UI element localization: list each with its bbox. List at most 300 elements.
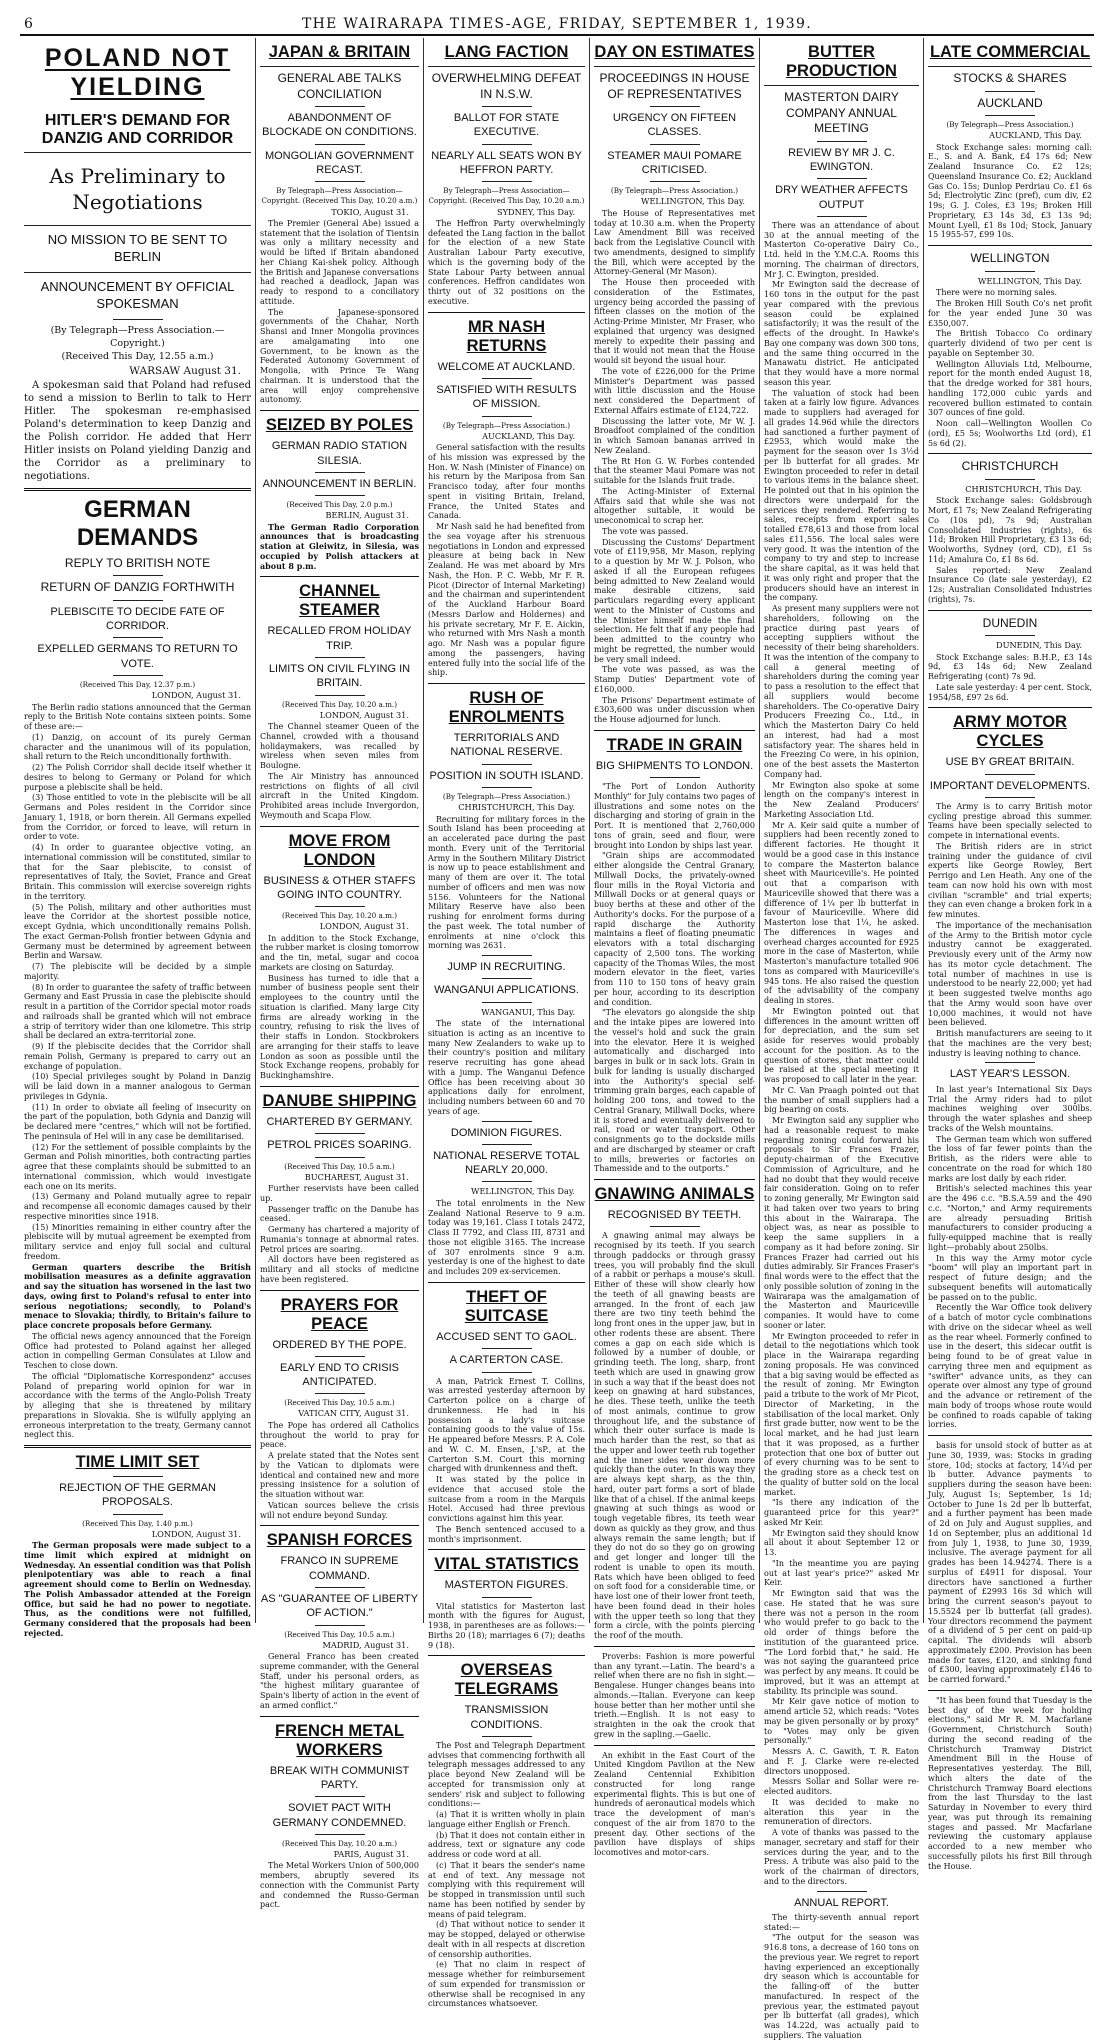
column-4	[590, 38, 760, 1858]
divider	[482, 1736, 532, 1737]
wire-credit: (Received This Day, 10.5 a.m.)	[284, 1629, 395, 1639]
paragraph: The valuation of stock had been taken at a fairly low figure. Advances made to suppliers had averaged for all grades 14.96d while the directors had sanctioned a further payment of £2953, which would make the payment for the season over 1s 3½d per lb butterfat for all grades. Mr Ewington proceeded to refer in detail to various items in the balance sheet. He pointed out that in his opinion the directors were underpaid for the services they rendered. Referring to sales, receipts from export sales totalled £78,613 and those from local sales £11,556. The local sales were very good. It was the intention of the company to try and step to increase the share capital, as it was held that it was only right and proper that the producers should have an interest in the company.	[764, 388, 919, 603]
divider	[928, 1690, 1092, 1691]
divider	[482, 1372, 532, 1373]
divider	[594, 1745, 755, 1746]
paragraph: In last year's International Six Days Trial the Army riders had to pilot machines weighing over 300lbs. through the water splashes and sheep tracks of the Welsh mountains.	[928, 1084, 1092, 1133]
deck: DOMINION FIGURES.	[450, 1126, 563, 1139]
divider	[482, 106, 532, 107]
wire-credit: (By Telegraph—Press Association.—Copyright.)	[50, 324, 225, 350]
divider	[428, 683, 585, 684]
paragraph: Germany has chartered a majority of Rumania's tonnage at abnormal rates. Petrol prices are soaring.	[260, 1225, 419, 1254]
deck: SATISFIED WITH RESULTS OF MISSION.	[436, 383, 577, 411]
wire-credit: (By Telegraph—Press Association.)	[442, 420, 571, 430]
divider	[482, 378, 532, 379]
sub-headline: HITLER'S DEMAND FOR DANZIG AND CORRIDOR	[41, 111, 234, 147]
paragraph: "The Port of London Authority Monthly" for July contains two pages of illustrations and some notes on the discharging and storing of grain in the Port. It is mentioned that 2,760,000 tons of grain, seed and flour, were brought into London by ships last year.	[594, 782, 755, 850]
divider	[650, 106, 700, 107]
divider	[928, 610, 1092, 611]
paragraph: The Prisons' Department estimate of £303,600 was under discussion when the House adjourned for lunch.	[594, 695, 755, 725]
divider	[24, 488, 251, 491]
divider	[428, 1549, 585, 1550]
deck: ANNOUNCEMENT BY OFFICIAL SPOKESMAN	[40, 279, 235, 311]
headline: MOVE FROM LONDON	[288, 831, 391, 869]
deck: FRANCO IN SUPREME COMMAND.	[280, 1555, 399, 1582]
divider	[428, 1282, 585, 1283]
paragraph: The Rt Hon G. W. Forbes contended that the steamer Maui Pomare was not suitable for the Islands fruit trade.	[594, 456, 755, 486]
divider	[260, 66, 419, 67]
paragraph: The Berlin radio stations announced that the German reply to the British Note contains sixteen points. Some of these are:—	[24, 702, 251, 732]
headline: SPANISH FORCES	[266, 1531, 413, 1550]
divider	[482, 1121, 532, 1122]
paragraph: The Broken Hill South Co's net profit for the year ended June 30 was £350,007.	[928, 299, 1092, 328]
paragraph: (7) The plebiscite will be decided by a simple majority.	[24, 962, 251, 981]
paragraph: The Japanese-sponsored governments of the Chahar, North Shansi and Inner Mongolia provinces are amalgamating into one Government, to be known as the Federated Autonomy Government of Mongolia, with Prince Te Wang chairman. It is understood that the area will enjoy comprehensive autonomy.	[260, 307, 419, 405]
headline: BUTTER PRODUCTION	[786, 43, 897, 80]
deck: REPLY TO BRITISH NOTE	[64, 555, 211, 570]
deck: USE BY GREAT BRITAIN.	[945, 756, 1075, 769]
dateline: WARSAW August 31.	[129, 364, 241, 377]
paragraph: Mr Ewington pointed out that differences in the amount written off for depreciation, and the sum set aside for reserves would probably account for the position. As to the question of stores, that matter could be raised at the special meeting it was proposed to call later in the year.	[764, 1006, 919, 1085]
divider	[594, 1179, 755, 1180]
wire-credit: (Received This Day, 10.20 a.m.)	[282, 1838, 397, 1848]
main-headline: POLAND NOT YIELDING	[44, 44, 231, 101]
paragraph: The German team which won suffered the loss of far fewer points than the British, as the riders were able to concentrate on the road for which 180 marks are lost daily by each rider.	[928, 1134, 1092, 1183]
wire-credit: (By Telegraph—Press Association.)	[610, 186, 739, 196]
paragraph: Recruiting for military forces in the South Island has been proceeding at an accelerated pace during the past month. Every unit of the Territorial Army in the Southern Military District is now up to peace establishment and many of them are over it. The total number of officers and men was now 5156. Volunteers for the National Military Reserve have also been rushing for enrolment forms during the past week. The total number of enrolments at nine o'clock this morning was 2631.	[428, 814, 585, 951]
paragraph: Noon call—Wellington Woollen Co (ord), £5 5s; Woolworths Ltd (ord), £1 5s 6d (2).	[928, 419, 1092, 448]
paragraph: Mr Ewington said they should know all about it about September 12 or 13.	[764, 1528, 919, 1558]
paragraph: (11) In order to obviate all feeling of insecurity on the part of the population, both Gdynia and Danzig will be declared mere "centres," which will not be fortified. The peninsula of Hel will in any case be demilitarised.	[24, 1102, 251, 1141]
divider	[315, 1356, 365, 1357]
wire-credit: (Received This Day, 10.5 a.m.)	[284, 1398, 395, 1408]
column-3-articles	[428, 43, 585, 2009]
paragraph: (e) That no claim in respect of message whether for reimbursement of sum expended for transmission or otherwise shall be recognised in any circumstances whatsoever.	[428, 1960, 585, 2009]
paragraph: The Acting-Minister of External Affairs said that while she was not altogether suitable, it would be uneconomical to scrap her.	[594, 486, 755, 526]
divider	[260, 1525, 419, 1526]
deck: NO MISSION TO BE SENT TO BERLIN	[47, 232, 228, 265]
paragraph: Discussing the latter vote, Mr W. J. Broadfoot complained of the condition in which Samoan bananas arrived in New Zealand.	[594, 416, 755, 455]
dateline: CHRISTCHURCH, This Day.	[458, 802, 575, 813]
paragraph: There was an attendance of about 30 at the annual meeting of the Masterton Co-operative Dairy Co., Ltd. held in the Y.M.C.A. Rooms this morning. The chairman of directors, Mr J. C. Ewington, presided.	[764, 220, 919, 279]
deck: ORDERED BY THE POPE.	[272, 1338, 407, 1351]
paragraph: "It has been found that Tuesday is the best day of the week for holding elections," said Mr R. M. Macfarlane (Government, Christchurch South) during the second reading of the Christchurch Tramway District Amendment Bill in the House of Representatives yesterday. The Bill, which alters the date of the Christchurch Tramway Board elections from the last Thursday to the last Saturday in November to every third year, was put through its remaining stages and passed. Mr Macfarlane reviewing the customary applause accorded to a new member who successfully pilots his first Bill through the House.	[928, 1695, 1092, 1871]
deck: LAST YEAR'S LESSON.	[949, 1068, 1071, 1081]
paragraph: It was stated by the police in evidence that accused stole the suitcase from a room in the Marquis Hotel. Accused had three previous convictions against him this year.	[428, 1475, 585, 1523]
paragraph: German quarters describe the British mobilisation measures as a definite aggravation and say the situation has worsened in the last two days, owing first to Poland's refusal to enter into serious negotiations; secondly, to Poland's menace to Slovakia; thirdly, to Britain's failure to place concrete proposals before Germany.	[24, 1261, 251, 1331]
headline: FRENCH METAL WORKERS	[275, 1721, 404, 1759]
paragraph: The official news agency announced that the Foreign Office had protested to Poland against her alleged action in compelling German Consulates at Lilow and Teschen to close down.	[24, 1331, 251, 1371]
wire-credit: (Received This Day, 12.37 p.m.)	[79, 679, 196, 689]
paragraph: The Air Ministry has announced restrictions on flights of all civil aircraft in the United Kingdom. Prohibited areas include Invergordon, Weymouth and Scapa Flow.	[260, 771, 419, 820]
columns	[20, 38, 1096, 2040]
paragraph: (10) Special privileges sought by Poland in Danzig will be laid down in a manner analogous to German privileges in Gdynia.	[24, 1072, 251, 1101]
divider	[985, 91, 1035, 92]
divider	[985, 635, 1035, 636]
divider	[482, 955, 532, 956]
divider	[24, 225, 251, 226]
divider	[594, 730, 755, 731]
deck: IMPORTANT DEVELOPMENTS.	[929, 779, 1091, 792]
deck: POSITION IN SOUTH ISLAND.	[429, 769, 584, 782]
dateline: DUNEDIN, This Day.	[996, 640, 1082, 651]
paragraph: The official "Diplomatische Korrespondenz" accuses Poland of preparing world opinion for war in accordance with the terms of the Anglo-Polish Treaty by alleging that she is threatened by military preparations in Slovakia. She is wilfully applying an erroneous interpretation to the treaty, Germany cannot neglect this.	[24, 1371, 251, 1440]
divider	[928, 707, 1092, 708]
paragraph: General Franco has been created supreme commander, with the General Staff, under his personal orders, as "the highest military guarantee of Spain's liberty of action in the event of an armed conflict."	[260, 1652, 419, 1710]
deck: BUSINESS & OTHER STAFFS GOING INTO COUNTRY.	[263, 874, 416, 901]
paragraph: Stock Exchange sales: B.H.P., £3 14s 9d, £3 14s 6d; New Zealand Refrigerating (cont) 7s 9d.	[928, 652, 1092, 682]
paragraph: Sales reported: New Zealand Insurance Co (late sale yesterday), £2 12s; Australian Consolidated Industries (rights), 7s.	[928, 565, 1092, 604]
dateline: MADRID, August 31.	[322, 1639, 409, 1650]
paragraph: Discussing the Customs' Department vote of £119,958, Mr Mason, replying to a question by Mr W. J. Polson, who asked if all the European refugees being admitted to New Zealand would make desirable citizens, said particulars regarding every applicant went to the Minister of Customs and the Minister himself made the final selection. He felt that if any people had been admitted to the country who might be regretted, the number would be very small indeed.	[594, 537, 755, 664]
paragraph: (15) Minorities remaining in either country after the plebiscite will by mutual agreement be exempted from military service and enjoy full social and cultural freedom.	[24, 1222, 251, 1261]
divider	[260, 1086, 419, 1087]
divider	[928, 245, 1092, 246]
wire-credit: (By Telegraph—Press Association.)	[946, 120, 1074, 130]
divider	[482, 416, 532, 417]
divider	[260, 576, 419, 577]
divider	[482, 1348, 532, 1349]
wire-credit: By Telegraph—Press Association—Copyright. (Received This Day, 10.20 a.m.)	[261, 186, 418, 206]
wire-credit: (Received This Day, 10.20 a.m.)	[282, 699, 397, 709]
headline: LATE COMMERCIAL	[929, 43, 1091, 61]
column-5-articles	[764, 43, 919, 2041]
deck: ANNUAL REPORT.	[794, 1896, 889, 1909]
paragraph: Mr Nash said he had benefited from the sea voyage after his strenuous negotiations in London and expressed pleasure at being back in New Zealand. He was met aboard by Mrs Nash, the Hon. P. C. Webb, Mr F. R. Picot (Director of Internal Marketing) and the chairman and superintendent of the Auckland Harbour Board (Messrs Darlow and Holdernes) and his private secretary, Mr F. E. Aickin, who returned with Mrs Nash a month ago. Mr Nash was a popular figure among the passengers, having entered fully into the social life of the ship.	[428, 522, 585, 678]
divider	[113, 675, 163, 676]
dateline: LONDON, August 31.	[151, 1528, 241, 1539]
deck: DRY WEATHER AFFECTS OUTPUT	[775, 184, 908, 211]
headline: GERMAN DEMANDS	[76, 496, 199, 552]
column-6	[924, 38, 1096, 1871]
masthead	[20, 16, 1094, 36]
deck: EXPELLED GERMANS TO RETURN TO VOTE.	[37, 643, 238, 670]
headline: THEFT OF SUITCASE	[464, 1287, 549, 1325]
divider	[928, 453, 1092, 454]
divider	[315, 1133, 365, 1134]
headline: VITAL STATISTICS	[434, 1555, 579, 1574]
paragraph: The Post and Telegraph Department advises that commencing forthwith all telegraph messages addressed to any place beyond New Zealand will be accepted for transmission only at senders' risk and subject to following conditions:—	[428, 1740, 585, 1809]
deck: ANNOUNCEMENT IN BERLIN.	[262, 477, 417, 490]
paragraph: A man, Patrick Ernest T. Collins, was arrested yesterday afternoon by Carterton police on a charge of drunkenness. He had in his possession a lady's suitcase containing goods to the value of 15s. He appeared before Messrs. P. A. Cole and W. C. M. Ensen, J.'sP., at the Carterton S.M. Court this morning charged with drunkenness and theft.	[428, 1376, 585, 1474]
paragraph: Recently the War Office took delivery of a batch of motor cycle combinations with drive on the sidecar wheel as well as the rear wheel. Formerly confined to use in the desert, this sidecar outfit is being found to be of great value in carrying three men and equipment as "swifter" advance units, as they can operate over almost any type of ground and the advance or retirement of the main body of troops whose route would be confined to roads capable of taking lorries.	[928, 1303, 1092, 1430]
paragraph: Vital statistics for Masterton last month with the figures for August, 1938, in parentheses are as follows:—Births 20 (18); marriages 6 (7); deaths 9 (18).	[428, 1601, 585, 1650]
column-5	[760, 38, 924, 2040]
paragraph: All doctors have been registered as military and all stocks of medicine have been registered.	[260, 1255, 419, 1284]
divider	[315, 144, 365, 145]
paragraph: (a) That it is written wholly in plain language either English or French.	[428, 1810, 585, 1829]
divider	[985, 115, 1035, 116]
paragraph: Mr C. Van Praagh pointed out that the number of small suppliers had a big bearing on costs.	[764, 1085, 919, 1115]
deck: STEAMER MAUI POMARE CRITICISED.	[607, 149, 742, 177]
divider	[315, 106, 365, 107]
deck: BALLOT FOR STATE EXECUTIVE.	[453, 112, 560, 139]
paragraph: "The elevators go alongside the ship and the intake pipes are lowered into the vessel's hold and suck the grain into the elevator. Here it is weighed automatically and discharged into barges in bulk or in sack lots. Grain in bulk for landing is usually discharged into the Authority's special self-trimming grain barges, each capable of holding 200 tons, and towed to the Central Granary, Millwall Docks, where it is stored and eventually delivered to rail, road or water transport. Other consignments go to the dockside mills and are discharged by steamer or craft to mills, breweries or factories on Thamesside and to the outports."	[594, 1008, 755, 1174]
masthead-title: THE WAIRARAPA TIMES-AGE, FRIDAY, SEPTEMBER 1, 1939.	[302, 16, 812, 32]
divider	[260, 410, 419, 411]
paragraph: A prelate stated that the Notes sent by the Vatican to diplomats were identical and contained new and more pressing insistence for a solution of the situation without war.	[260, 1451, 419, 1500]
deck: LIMITS ON CIVIL FLYING IN BRITAIN.	[268, 662, 411, 690]
divider	[260, 1716, 419, 1717]
divider	[428, 1655, 585, 1656]
wire-credit: (By Telegraph—Press Association.)	[442, 791, 571, 801]
deck: WELCOME AT AUCKLAND.	[437, 360, 576, 373]
column-2	[256, 38, 424, 1910]
dateline: BUCHAREST, August 31.	[304, 1171, 409, 1182]
deck: RECOGNISED BY TEETH.	[607, 1209, 742, 1222]
dateline: PARIS, August 31.	[333, 1848, 409, 1859]
column-6-articles	[928, 43, 1092, 1871]
paragraph: The vote was passed.	[602, 526, 689, 536]
wire-credit: (Received This Day, 10.20 a.m.)	[282, 911, 397, 921]
dateline: VATICAN CITY, August 31.	[298, 1408, 409, 1419]
deck: RETURN OF DANZIG FORTHWITH	[40, 580, 235, 595]
divider	[315, 1834, 365, 1835]
dateline: LONDON, August 31.	[151, 690, 241, 701]
deck: WANGANUI APPLICATIONS.	[434, 984, 579, 997]
deck: MONGOLIAN GOVERNMENT RECAST.	[264, 149, 415, 177]
divider	[482, 1002, 532, 1003]
paragraph: (c) That it bears the sender's name at end of text. Any message not complying with this requirement will be stopped in transmission until such name has been notified by sender by means of paid telegram.	[428, 1860, 585, 1919]
paragraph: Stock Exchange sales: morning call: E., S. and A. Bank, £4 17s 6d; New Zealand Insurance Co. £2 12s; Queensland Insurance Co. £2; Auckland Gas Co. 15s; Dunlop Perdriau Co. £1 6s 5d; Electrolytic Zinc (pref), cum div, £2 19s; G. J. Coles, £3 19s; Broken Hill Proprietary, £3 14s 3d, £3 13s 9d; Mount Lyell, £1 8s 10d; Stock, January 15 1955-57, £99 10s.	[928, 142, 1092, 240]
paragraph: The state of the international situation is acting as an incentive to many New Zealanders to wake up to their country's position and military reserve recruiting has gone ahead with a jump. The Wanganui Defence Office has been receiving about 30 applications daily for enrolment, including numbers between 60 and 70 years of age.	[428, 1019, 585, 1116]
paragraph: The Premier (General Abe) issued a statement that the isolation of Tientsin was only a military necessity and would be lifted if Britain abandoned her Chiang Kai-shek policy. Although the British and Japanese conversations had reached a deadlock, Japan was ready to respond to a conciliatory attitude.	[260, 218, 419, 306]
deck: MASTERTON DAIRY COMPANY ANNUAL MEETING	[784, 89, 899, 136]
deck: BIG SHIPMENTS TO LONDON.	[595, 759, 754, 772]
deck: GENERAL ABE TALKS CONCILIATION	[277, 70, 402, 101]
divider	[594, 66, 755, 67]
wire-credit: By Telegraph—Press Association—Copyright. (Received This Day, 10.20 a.m.)	[428, 186, 585, 206]
paragraph: Mr Ewington said that was the case. He stated that he was sure there was not a person in the room who would prefer to go back to the old order of things before the institution of the guaranteed price. "The Lord forbid that," he said. He was not saying the guaranteed price was perfect by any means. It could be improved, but it was an attempt at stability. Its principle was sound.	[764, 1589, 919, 1696]
paragraph: (d) That without notice to sender it may be stopped, delayed or otherwise dealt with in all respects at discretion of censorship authorities.	[428, 1920, 585, 1959]
paragraph: (4) In order to guarantee objective voting, an international commission will be constituted, similar to that for the Saar plebiscite, to consist of representatives of Italy, the Soviet, France and Great Britain. This commission will exercise sovereign rights in the territory.	[24, 843, 251, 901]
paragraph: "In the meantime you are paying out at last year's price?" asked Mr Keir.	[764, 1558, 919, 1588]
deck: A CARTERTON CASE.	[449, 1354, 564, 1367]
paragraph: General satisfaction with the results of his mission was expressed by the Hon. W. Nash (Minister of Finance) on his return by the Mariposa from San Francisco today, after four months spent in visiting Britain, Ireland, France, the United States and Canada.	[428, 443, 585, 521]
headline: JAPAN & BRITAIN	[268, 43, 411, 61]
divider	[482, 978, 532, 979]
deck: NEARLY ALL SEATS WON BY HEFFRON PARTY.	[431, 149, 582, 177]
deck: EARLY END TO CRISIS ANTICIPATED.	[279, 1361, 399, 1389]
paragraph: A vote of thanks was passed to the manager, secretary and staff for their services during the year, and to the Press. A tribute was also paid to the work of the chairman of directors, and to the directors.	[764, 1828, 919, 1886]
paragraph: The vote was passed, as was the Stamp Duties' Department vote of £160,000.	[594, 665, 755, 694]
deck: CHRISTCHURCH	[961, 459, 1059, 474]
dateline: CHRISTCHURCH, This Day.	[965, 483, 1082, 494]
dateline: LONDON, August 31.	[319, 921, 409, 932]
deck: AS "GUARANTEE OF LIBERTY OF ACTION."	[260, 1593, 419, 1620]
divider	[482, 181, 532, 182]
dateline: BERLIN, August 31.	[325, 510, 409, 521]
paragraph: (b) That it does not contain either in address, text or signature any code address or code word at all.	[428, 1830, 585, 1860]
deck: REJECTION OF THE GERMAN PROPOSALS.	[59, 1482, 216, 1509]
dateline: WELLINGTON, This Day.	[978, 275, 1082, 286]
deck: MASTERTON FIGURES.	[444, 1579, 569, 1592]
paragraph: Mr Ewington also spoke at some length on the company's interest in the New Zealand Producers' Marketing Association Ltd.	[764, 780, 919, 819]
divider	[985, 479, 1035, 480]
deck: As Preliminary to Negotiations	[49, 164, 226, 215]
dateline: TOKIO, August 31.	[331, 206, 409, 217]
divider	[650, 144, 700, 145]
paragraph: The vote of £226,000 for the Prime Minister's Department was passed with little discussion and the House next considered the Department of External Affairs estimate of £124,722.	[594, 366, 755, 415]
wire-credit: (Received This Day, 1.40 p.m.)	[82, 1518, 193, 1528]
deck: WELLINGTON	[970, 251, 1050, 266]
paragraph: The total enrolments in the New Zealand National Reserve to 9 a.m. today was 19,161. Class I totals 2472, Class II 7792, and Class III, 8731 and those not eligible 3165. The increase of 307 enrolments since 9 a.m. yesterday is one of the highest to date and includes 209 ex-servicemen.	[428, 1198, 585, 1277]
headline: CHANNEL STEAMER	[299, 582, 380, 620]
paragraph: A gnawing animal may always be recognised by its teeth. If you search through paddocks or through grassy trees, you will probably find the skull of a rabbit or perhaps a mouse's skull. Either of these will show clearly how the teeth of all gnawing beasts are arranged. In the front of each jaw there are two tiny teeth behind the long front ones in the upper jaw, but in other rodents these are absent. There comes a gap on each side which is followed by a number of double, or grinding teeth. The long, sharp, front teeth which are used in gnawing grow in such a way that if the beast does not keep on gnawing at hard substances, he dies. These teeth, unlike the teeth of most animals, continue to grow throughout life, and the substance of which their outer surface is made is much harder than the rest, so that as the upper and lower teeth rub together and the inner sides wear down more quickly than the outer. In this way they are always kept sharp, as the thin, hard, outer part forms a sort of blade like that of a chisel. If the animal keeps gnawing at such things as wood or tough vegetable fibres, its teeth wear down as quickly as they grow, and thus always remain the same length; but if they do not do so they go on growing and get longer and longer till the rodent is unable to open its mouth. Rats which have been obliged to feed on soft food for a considerable time, or have lost one of their lower front teeth, have been found dead in their holes with the upper teeth so long that they form a circle, with the points piercing the roof of the mouth.	[594, 1231, 755, 1641]
divider	[315, 1587, 365, 1588]
divider	[482, 1181, 532, 1182]
headline: MR NASH RETURNS	[466, 317, 547, 355]
deck: URGENCY ON FIFTEEN CLASSES.	[612, 112, 737, 139]
paragraph: (13) Germany and Poland mutually agree to repair and recompense all economic damages caused by their respective minorities since 1918.	[24, 1192, 251, 1221]
divider	[482, 764, 532, 765]
divider	[985, 1062, 1035, 1063]
paragraph: The thirty-seventh annual report stated:—	[764, 1912, 919, 1932]
divider	[24, 1445, 251, 1448]
divider	[260, 826, 419, 827]
paragraph: Messrs Sollar and Sollar were re-elected auditors.	[764, 1777, 919, 1797]
paragraph: A spokesman said that Poland had refused to send a mission to Berlin to talk to Herr Hitler. The spokesman re-emphasised Poland's determination to keep Danzig and the Polish corridor. He added that Herr Hitler insists on Poland yielding Danzig and the Corridor as a preliminary to negotiations.	[24, 380, 251, 483]
divider	[764, 85, 919, 86]
headline: GNAWING ANIMALS	[594, 1185, 755, 1204]
dateline: AUCKLAND, This Day.	[989, 130, 1082, 141]
paragraph: (5) The Polish, military and other authorities must leave the Corridor at the shortest possible notice, except Gydnia, which unconditionally remains Polish. The exact German-Polish frontier between Gdynia and Germany must be determined by agreement between Berlin and Warsaw.	[24, 902, 251, 961]
divider	[315, 906, 365, 907]
dateline: AUCKLAND, This Day.	[482, 430, 575, 441]
column-4-articles	[594, 43, 755, 1858]
divider	[928, 66, 1092, 67]
divider	[482, 787, 532, 788]
paragraph: The Metal Workers Union of 500,000 members, abruptly severed its connection with the Communist Party and condemned the Russo-German pact.	[260, 1861, 419, 1910]
paragraph: Wellington Alluvials Ltd, Melbourne, report for the month ended August 18, that the dredge worked for 381 hours, handling 172,000 cubic yards and recovered bullion estimated to contain 307 ounces of fine gold.	[928, 359, 1092, 418]
paragraph: Mr A. Keir said quite a number of suppliers had been recently zoned to different factories. He thought it would be a good case in this instance to compare the Masterton balance sheet with Mauriceville's. He pointed out that a comparison with Mauriceville showed that there was a difference of 1¼ per lb butterfat in favour of Mauriceville. Where did Masterton lose that 1¼, he asked. The differences in wages and overhead charges accounted for £925 more in the case of Masterton, while Masterton's manufacture totalled 906 tons as compared with Mauriceville's 945 tons. He also raised the question of the advisability of the company dealing in stores.	[764, 820, 919, 1006]
divider	[817, 216, 867, 217]
divider	[315, 1393, 365, 1394]
divider	[315, 1157, 365, 1158]
divider	[24, 272, 251, 273]
paragraph: Business has turned to idle that a number of business people sent their employees to the country until the situation is clarified. Many large City firms are already working in the country, refusing to risk the lives of their staffs in London. Stockbrokers are arranging for their staffs to leave London as soon as possible until the Stock Exchange reopens, probably for Buckinghamshire.	[260, 973, 419, 1081]
divider	[315, 472, 365, 473]
headline: DAY ON ESTIMATES	[594, 43, 755, 61]
paragraph: An exhibit in the East Court of the United Kingdom Pavilion at the New Zealand Centennial Exhibition constructed for long range experimental flights. This is but one of hundreds of aeronautical models which trace the development of man's conquest of the air from 1870 to the present day. Other sections of the pavilion have displays of ships locomotives and motor-cars.	[594, 1750, 755, 1858]
deck: ACCUSED SENT TO GAOL.	[436, 1330, 577, 1343]
paragraph: The House of Representatives met today at 10.30 a.m. when the Property Law Amendment Bill was received back from the Legislative Council with two amendments, designed to simplify the Bill, which were accepted by the Attorney-General (Mr Mason).	[594, 208, 755, 277]
divider	[24, 152, 251, 153]
paragraph: The British Tobacco Co ordinary quarterly dividend of two per cent is payable on September 30.	[928, 329, 1092, 358]
dateline: SYDNEY, This Day.	[496, 206, 575, 217]
headline: TIME LIMIT SET	[75, 1453, 200, 1472]
divider	[482, 1597, 532, 1598]
divider	[817, 141, 867, 142]
paragraph: British manufacturers are seeing to it that the machines are the very best; industry is leaving nothing to chance.	[928, 1029, 1092, 1058]
paragraph: (12) For the settlement of possible complaints by the German and Polish minorities, both contracting parties agree that these complaints should be submitted to an international commission, which would investigate each one on its merits.	[24, 1142, 251, 1191]
divider	[113, 1514, 163, 1515]
deck: DUNEDIN	[982, 615, 1038, 630]
divider	[928, 1435, 1092, 1436]
paragraph: The Heffron Party overwhelmingly defeated the Lang faction in the ballot for the election of a new State Australian Labour Party executive, which is the governing body of the State Labour Party between annual conferences. Heffron candidates won thirty out of 32 positions on the executive.	[428, 218, 585, 306]
paragraph: Vatican sources believe the crisis will not endure beyond Sunday.	[260, 1500, 419, 1520]
divider	[315, 1796, 365, 1797]
divider	[817, 1891, 867, 1892]
paragraph: The Army is to carry British motor cycling prestige abroad this summer. Teams have been specially selected to compete in international events.	[928, 801, 1092, 841]
paragraph: "Grain ships are accommodated either alongside the Central Granary, Millwall Docks, the privately-owned flour mills in the Royal Victoria and Millwall Docks or at general quays or buoy berths at these and other of the Authority's docks. For the purpose of a rapid discharge the Authority maintains a fleet of floating pneumatic elevators with a total discharging capacity of 2,500 tons. The working capacity of the Thomas Wiles, the most modern elevator in the fleet, varies from 110 to 150 tons of heavy grain per hour, according to its description and condition.	[594, 851, 755, 1007]
divider	[315, 495, 365, 496]
paragraph: Stock Exchange sales: Goldsbrough Mort, £1 7s; New Zealand Refrigerating Co (10s pd), 7s 9d; Australian Consolidated Industries (rights), 6s 11d; Broken Hill Proprietary, £3 13s 6d; Woolworths, Sydney (ord, CD), £1 5s 11d; Amalura Co, £1 8s 6d.	[928, 496, 1092, 564]
divider	[113, 600, 163, 601]
deck: OVERWHELMING DEFEAT IN N.S.W.	[431, 70, 582, 101]
divider	[985, 797, 1035, 798]
paragraph: The British riders are in strict training under the guidance of civil experts like George Rowley, Bert Perrigo and Len Heath. Any one of the team can now hold his own with most civilian "scramble" and trial experts; they can even change a broken fork in a few minutes.	[928, 841, 1092, 920]
paragraph: It was decided to make no alteration this year in the remuneration of directors.	[764, 1797, 919, 1827]
column-1-articles	[24, 44, 251, 1639]
deck: TERRITORIALS AND NATIONAL RESERVE.	[450, 732, 563, 759]
deck: CHARTERED BY GERMANY.	[266, 1115, 413, 1128]
divider	[113, 1476, 163, 1477]
headline: LANG FACTION	[444, 43, 569, 61]
paragraph: (3) Those entitled to vote in the plebiscite will be all Germans and Poles resident in the Corridor since January 1, 1918, or born therein. All Germans expelled from the Corridor, or forced to leave, will return in order to vote.	[24, 793, 251, 842]
wire-credit: (Received This Day, 12.55 a.m.)	[61, 351, 214, 363]
divider	[113, 637, 163, 638]
divider	[482, 1144, 532, 1145]
paragraph: The Bench sentenced accused to a month's imprisonment.	[428, 1524, 585, 1544]
paragraph: Messrs A. C. Gawith, T. R. Eaton and F. J. Clarke were re-elected directors unopposed.	[764, 1747, 919, 1776]
deck: REVIEW BY MR J. C. EWINGTON.	[788, 146, 895, 174]
deck: NATIONAL RESERVE TOTAL NEARLY 20,000.	[433, 1149, 580, 1177]
wire-credit: (Received This Day, 2.0 p.m.)	[286, 500, 393, 510]
paragraph: "Is there any indication of the guaranteed price for this year?" asked Mr Keir.	[764, 1498, 919, 1527]
divider	[650, 1226, 700, 1227]
paragraph: The Channel steamer Queen of the Channel, crowded with a thousand holidaymakers, was recalled by wireless when seven miles from Boulogne.	[260, 722, 419, 771]
deck: PROCEEDINGS IN HOUSE OF REPRESENTATIVES	[599, 70, 750, 101]
paragraph: Proverbs: Fashion is more powerful than any tyrant.—Latin. The beard's a relief when there are no fish in sight.—Bengalese. Hunger changes beans into almonds.—Italian. Everyone can keep house better than her mother until she trieth.—English. It is not easy to straighten in the oak the crook that grew in the sapling.—Gaelic.	[594, 1651, 755, 1739]
divider	[985, 271, 1035, 272]
headline: ARMY MOTOR CYCLES	[953, 713, 1067, 751]
deck: ABANDONMENT OF BLOCKADE ON CONDITIONS.	[262, 112, 417, 139]
column-1	[20, 38, 256, 1638]
paragraph: Mr Ewington said any supplier who had a reasonable request to make regarding zoning could forward his proposals to Sir Frances Frazer, deputy-chairman of the Executive Commission of Agriculture, and he had no doubt that they would receive fair consideration. Going on to refer to zoning generally, Mr Ewington said it had taken over two years to bring this about in the Wairarapa. The object was, as near as possible to keep the same suppliers in a company as it had before zoning. Sir Frances Frazer had carried out his duties admirably. Sir Frances Fraser's final words were to the effect that the only possible solution of zoning in the Wairarapa was the amalgamation of the Masterton and Mauriceville companies. It would have to come sooner or later.	[764, 1116, 919, 1330]
deck: STOCKS & SHARES	[953, 70, 1067, 85]
paragraph: Mr Ewington said the decrease of 160 tons in the output for the past year compared with the previous season could be explained satisfactorily; it was the result of the effects of the drought. In Hawke's Bay one company was down 300 tons, and the same thing occurred in the Manawatu district. He anticipated that they would have a more normal season this year.	[764, 280, 919, 387]
paragraph: The House then proceeded with consideration of the Estimates, urgency being accorded the passing of fifteen classes on the motion of the Acting-Prime Minister, Mr Fraser, who explained that urgency was designed merely to expedite their passing and that it would not mean that the House would sit beyond the usual hour.	[594, 278, 755, 366]
page-number: 6	[24, 16, 33, 32]
dateline: WANGANUI, This Day.	[481, 1006, 575, 1017]
column-2-articles	[260, 43, 419, 1910]
dateline: LONDON, August 31.	[319, 709, 409, 720]
deck: JUMP IN RECRUITING.	[447, 961, 566, 974]
paragraph: "The output for the season was 916.8 tons, a decrease of 160 tons on the previous year. We regret to report having experienced an exceptionally dry season which is accountable for the falling-off of the butter manufactured. In respect of the previous year, the estimated payout per lb butterfat (all grades), which was 14.22d, was actually paid to suppliers. The valuation	[764, 1933, 919, 2040]
headline: DANUBE SHIPPING	[262, 1091, 417, 1110]
divider	[428, 66, 585, 67]
deck: BREAK WITH COMMUNIST PARTY.	[269, 1764, 410, 1791]
headline: SEIZED BY POLES	[265, 416, 414, 435]
divider	[260, 1290, 419, 1291]
deck: RECALLED FROM HOLIDAY TRIP.	[267, 625, 412, 652]
paragraph: (1) Danzig, on account of its purely German character and the unanimous will of its population, shall return to the Reich unconditionally forthwith.	[24, 732, 251, 762]
dateline: WELLINGTON, This Day.	[471, 1186, 575, 1197]
paragraph: Passenger traffic on the Danube has ceased.	[260, 1204, 419, 1224]
deck: GERMAN RADIO STATION SILESIA.	[271, 440, 408, 467]
divider	[315, 1625, 365, 1626]
paragraph: Late sale yesterday: 4 per cent. Stock, 1954/58, £97 2s 6d.	[928, 682, 1092, 702]
paragraph: The Pope has ordered all Catholics throughout the world to pray for peace.	[260, 1420, 419, 1450]
deck: PETROL PRICES SOARING.	[267, 1139, 412, 1152]
paragraph: British's selected machines this year are the 496 c.c. "B.S.A.59 and the 490 c.c. "Norton," and Army requirements are already persuading British manufacturers to consider producing a fully-equipped machine that is really light—probably about 250lbs.	[928, 1184, 1092, 1252]
headline: PRAYERS FOR PEACE	[280, 1295, 399, 1333]
divider	[650, 181, 700, 182]
paragraph: (2) The Polish Corridor shall decide itself whether it desires to belong to Germany or Poland for which purpose a plebiscite shall be held.	[24, 763, 251, 792]
paragraph: (9) If the plebiscite decides that the Corridor shall remain Polish, Germany is prepared to carry out an exchange of population.	[24, 1042, 251, 1071]
divider	[113, 319, 163, 320]
